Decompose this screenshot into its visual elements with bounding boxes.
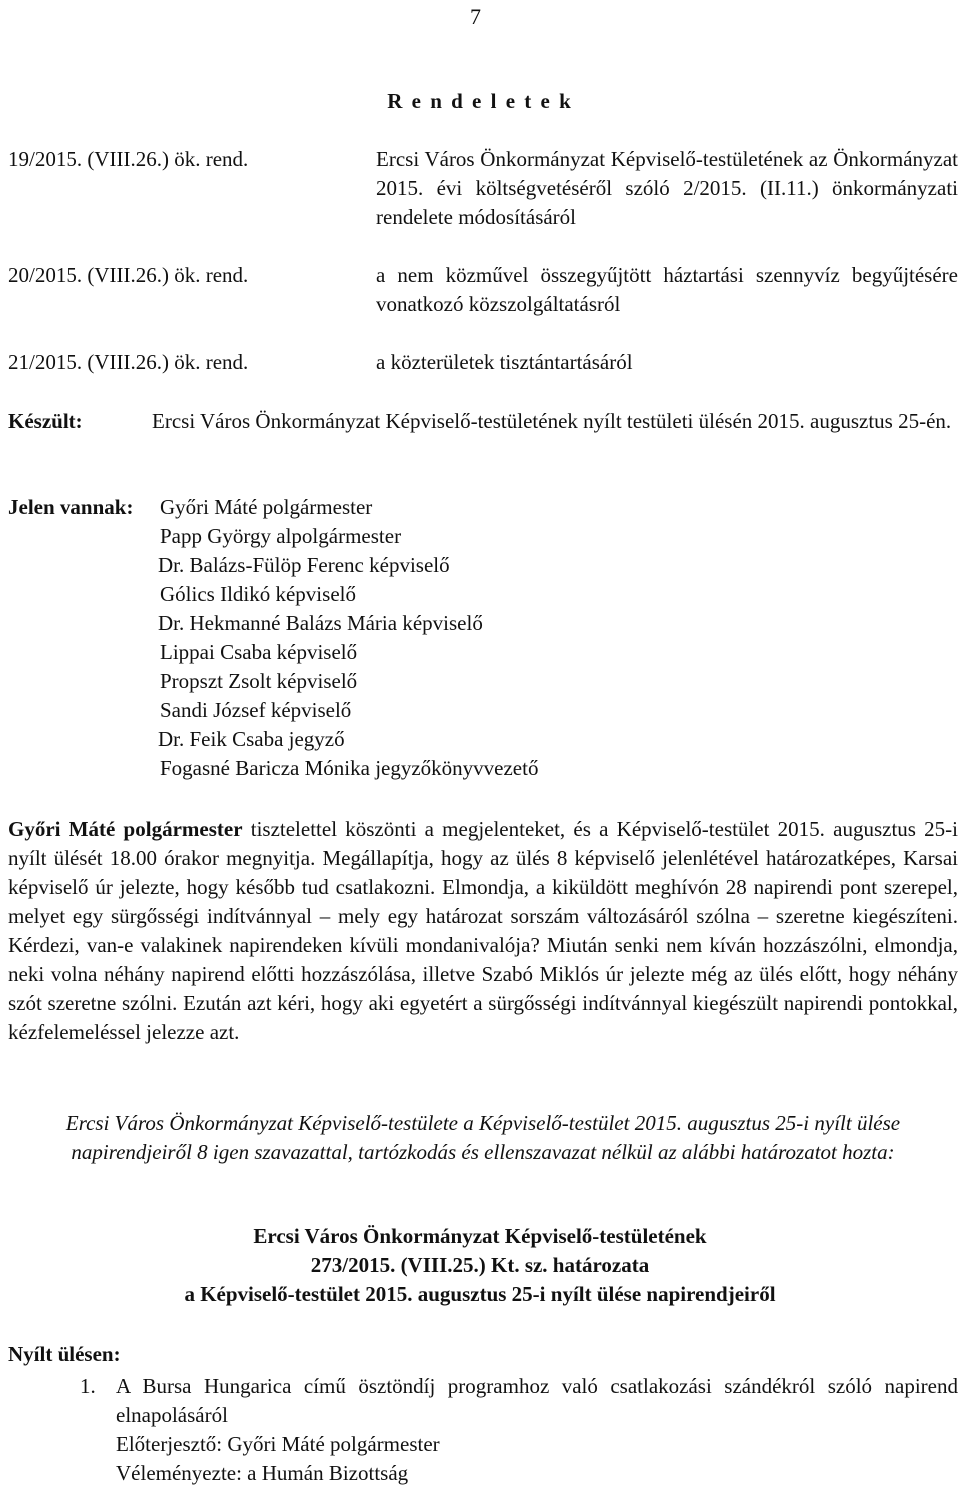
regulation-description: Ercsi Város Önkormányzat Képviselő-testületének az Önkormányzat 2015. évi költségvetéséről szóló 2/2015. (II.11.) önkormányzati rendelete módosításáról xyxy=(376,147,958,229)
regulation-item xyxy=(8,145,958,232)
attendees-list xyxy=(160,493,958,783)
attendee: Győri Máté polgármester xyxy=(160,495,373,519)
resolution-title-line: 273/2015. (VIII.25.) Kt. sz. határozata xyxy=(310,1253,650,1277)
attendee: Dr. Balázs-Fülöp Ferenc képviselő xyxy=(158,553,450,577)
made-section xyxy=(8,407,958,436)
agenda-reviewer: Véleményezte: a Humán Bizottság xyxy=(116,1461,409,1485)
agenda-presenter: Előterjesztő: Győri Máté polgármester xyxy=(116,1432,440,1456)
attendee: Sandi József képviselő xyxy=(160,698,352,722)
regulation-item xyxy=(8,348,958,377)
attendee: Gólics Ildikó képviselő xyxy=(160,582,356,606)
regulation-description: a közterületek tisztántartásáról xyxy=(376,350,633,374)
attendee: Dr. Hekmanné Balázs Mária képviselő xyxy=(158,611,483,635)
made-label: Készült: xyxy=(8,409,83,433)
open-session-label: Nyílt ülésen: xyxy=(8,1342,121,1366)
made-text: Ercsi Város Önkormányzat Képviselő-testületének nyílt testületi ülésén 2015. augusztus 25-én. xyxy=(152,409,952,433)
attendee: Lippai Csaba képviselő xyxy=(160,640,358,664)
agenda-title: A Bursa Hungarica című ösztöndíj programhoz való csatlakozási szándékról szóló napirend elnapolásáról xyxy=(116,1374,958,1427)
attendee: Fogasné Baricza Mónika jegyzőkönyvvezető xyxy=(160,756,539,780)
resolution-title-line: a Képviselő-testület 2015. augusztus 25-i nyílt ülése napirendjeiről xyxy=(184,1282,776,1306)
page-number: 7 xyxy=(470,4,481,29)
attendee: Propszt Zsolt képviselő xyxy=(160,669,358,693)
agenda-number: 1. xyxy=(80,1374,96,1398)
opening-text: tisztelettel köszönti a megjelenteket, és a Képviselő-testület 2015. augusztus 25-i nyílt ülését 18.00 órakor megnyitja. Megállapítja, hogy az ülés 8 képviselő jelenlétével határozatképes, Karsai képviselő úr jelezte, hogy később tud csatlakozni. Elmondja, a kiküldött meghívón 28 napirendi pont szerepel, melyet egy sürgősségi indítvánnyal – mely egy határozat sorszám változásáról szólna – szeretne kiegészíteni. Kérdezi, van-e valakinek napirendeken kívüli mondanivalója? Miután senki nem kíván hozzászólni, elmondja, neki volna néhány napirend előtti hozzászólása, illetve Szabó Miklós úr jelezte még az ülés előtt, hogy néhány szót szeretne szólni. Ezután azt kéri, hogy aki egyetért a sürgősségi indítvánnyal kiegészült napirendi pontokkal, kézfelemeléssel jelezze azt. xyxy=(8,817,958,1044)
attendees-section xyxy=(8,493,958,783)
regulation-id: 20/2015. (VIII.26.) ök. rend. xyxy=(8,263,249,287)
agenda-list xyxy=(80,1372,958,1488)
opening-paragraph xyxy=(8,815,958,1047)
resolution-title-line: Ercsi Város Önkormányzat Képviselő-testületének xyxy=(253,1224,707,1248)
regulation-description: a nem közművel összegyűjtött háztartási szennyvíz begyűjtésére vonatkozó közszolgáltatásról xyxy=(376,263,958,316)
resolution-title xyxy=(0,1222,960,1309)
attendee: Dr. Feik Csaba jegyző xyxy=(158,727,345,751)
decision-intro: Ercsi Város Önkormányzat Képviselő-testülete a Képviselő-testület 2015. augusztus 25-i nyílt ülése napirendjeiről 8 igen szavazattal, tartózkodás és ellenszavazat nélkül az alábbi határozatot hozta: xyxy=(65,1111,901,1164)
attendees-label: Jelen vannak: xyxy=(8,495,134,519)
attendee: Papp György alpolgármester xyxy=(160,524,402,548)
regulation-list xyxy=(8,145,958,406)
regulation-id: 21/2015. (VIII.26.) ök. rend. xyxy=(8,350,249,374)
agenda-item xyxy=(80,1372,958,1488)
section-heading: R e n d e l e t e k xyxy=(387,89,573,113)
speaker-name: Győri Máté polgármester xyxy=(8,817,243,841)
regulation-item xyxy=(8,261,958,319)
regulation-id: 19/2015. (VIII.26.) ök. rend. xyxy=(8,147,249,171)
